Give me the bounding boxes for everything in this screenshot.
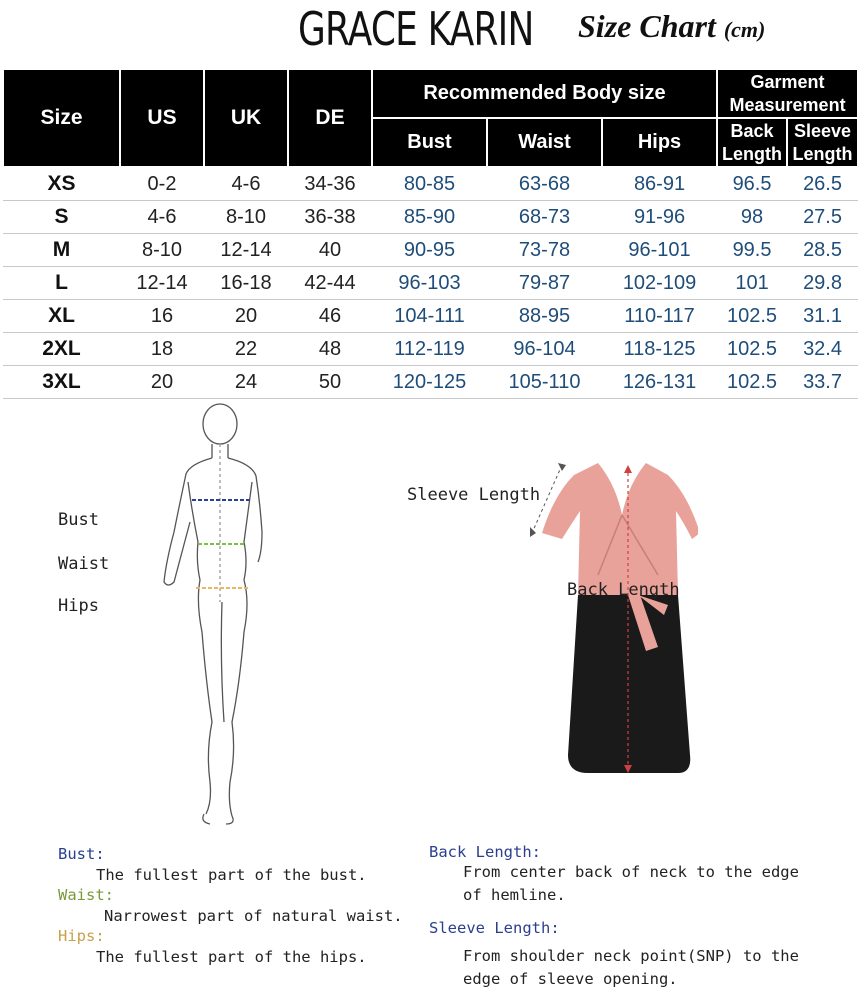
garment-line2: Measurement xyxy=(729,94,846,115)
cell-hips: 110-117 xyxy=(602,300,717,333)
cell-hips: 118-125 xyxy=(602,333,717,366)
cell-waist: 73-78 xyxy=(487,234,602,267)
cell-back: 101 xyxy=(717,267,787,300)
cell-waist: 96-104 xyxy=(487,333,602,366)
def-sleeve-term: Sleeve Length: xyxy=(429,919,560,937)
cell-hips: 126-131 xyxy=(602,366,717,399)
cell-bust: 80-85 xyxy=(372,167,487,201)
cell-sleeve: 26.5 xyxy=(787,167,858,201)
cell-back: 98 xyxy=(717,201,787,234)
cell-de: 40 xyxy=(288,234,372,267)
cell-size: M xyxy=(3,234,120,267)
label-hips: Hips xyxy=(58,596,99,616)
def-back-desc-2: of hemline. xyxy=(463,886,566,904)
table-row xyxy=(3,201,858,234)
header-hips: Hips xyxy=(602,118,717,167)
cell-sleeve: 27.5 xyxy=(787,201,858,234)
cell-bust: 120-125 xyxy=(372,366,487,399)
cell-us: 8-10 xyxy=(120,234,204,267)
cell-size: S xyxy=(3,201,120,234)
back-line2: Length xyxy=(722,143,783,164)
title-text: Size Chart xyxy=(578,8,716,44)
cell-waist: 68-73 xyxy=(487,201,602,234)
cell-size: 3XL xyxy=(3,366,120,399)
cell-us: 18 xyxy=(120,333,204,366)
header-us: US xyxy=(120,69,204,167)
table-row xyxy=(3,167,858,201)
cell-sleeve: 32.4 xyxy=(787,333,858,366)
header xyxy=(0,0,859,68)
cell-bust: 90-95 xyxy=(372,234,487,267)
cell-us: 16 xyxy=(120,300,204,333)
cell-back: 99.5 xyxy=(717,234,787,267)
table-row xyxy=(3,300,858,333)
size-table xyxy=(2,68,859,399)
cell-de: 42-44 xyxy=(288,267,372,300)
header-size: Size xyxy=(3,69,120,167)
cell-size: XS xyxy=(3,167,120,201)
header-waist: Waist xyxy=(487,118,602,167)
label-sleeve-length: Sleeve Length xyxy=(407,485,541,505)
table-row xyxy=(3,234,858,267)
def-back-desc-1: From center back of neck to the edge xyxy=(463,863,799,881)
cell-uk: 4-6 xyxy=(204,167,288,201)
cell-hips: 96-101 xyxy=(602,234,717,267)
def-sleeve-desc-1: From shoulder neck point(SNP) to the xyxy=(463,947,799,965)
cell-sleeve: 28.5 xyxy=(787,234,858,267)
title-unit: (cm) xyxy=(723,17,766,42)
cell-us: 0-2 xyxy=(120,167,204,201)
cell-waist: 88-95 xyxy=(487,300,602,333)
dress-illustration xyxy=(528,455,698,785)
def-hips-desc: The fullest part of the hips. xyxy=(96,948,367,966)
cell-de: 36-38 xyxy=(288,201,372,234)
table-row xyxy=(3,267,858,300)
def-sleeve-desc-2: edge of sleeve opening. xyxy=(463,970,678,988)
def-waist-term: Waist: xyxy=(58,886,114,904)
label-bust: Bust xyxy=(58,510,99,530)
header-uk: UK xyxy=(204,69,288,167)
cell-waist: 105-110 xyxy=(487,366,602,399)
body-figure-illustration xyxy=(140,402,310,832)
def-bust-term: Bust: xyxy=(58,845,105,863)
header-de: DE xyxy=(288,69,372,167)
cell-size: L xyxy=(3,267,120,300)
cell-de: 48 xyxy=(288,333,372,366)
header-sleeve-length xyxy=(787,118,858,167)
def-back-term: Back Length: xyxy=(429,843,541,861)
cell-sleeve: 33.7 xyxy=(787,366,858,399)
sleeve-line1: Sleeve xyxy=(794,120,852,141)
cell-de: 46 xyxy=(288,300,372,333)
header-garment xyxy=(717,69,858,118)
sleeve-line2: Length xyxy=(792,143,853,164)
cell-us: 20 xyxy=(120,366,204,399)
cell-sleeve: 31.1 xyxy=(787,300,858,333)
label-waist: Waist xyxy=(58,554,110,574)
cell-de: 50 xyxy=(288,366,372,399)
cell-waist: 79-87 xyxy=(487,267,602,300)
cell-back: 102.5 xyxy=(717,333,787,366)
cell-hips: 86-91 xyxy=(602,167,717,201)
cell-bust: 96-103 xyxy=(372,267,487,300)
cell-bust: 112-119 xyxy=(372,333,487,366)
cell-uk: 16-18 xyxy=(204,267,288,300)
chart-title xyxy=(578,8,765,45)
header-bust: Bust xyxy=(372,118,487,167)
label-back-length: Back Length xyxy=(567,580,680,600)
cell-uk: 12-14 xyxy=(204,234,288,267)
garment-line1: Garment xyxy=(750,71,825,92)
brand-logo: GRACE KARIN xyxy=(298,2,534,56)
table-row xyxy=(3,366,858,399)
header-recommended: Recommended Body size xyxy=(372,69,717,118)
def-hips-term: Hips: xyxy=(58,927,105,945)
cell-size: 2XL xyxy=(3,333,120,366)
def-bust-desc: The fullest part of the bust. xyxy=(96,866,367,884)
cell-back: 102.5 xyxy=(717,366,787,399)
table-row xyxy=(3,333,858,366)
cell-us: 12-14 xyxy=(120,267,204,300)
cell-uk: 8-10 xyxy=(204,201,288,234)
cell-bust: 85-90 xyxy=(372,201,487,234)
cell-uk: 24 xyxy=(204,366,288,399)
cell-hips: 102-109 xyxy=(602,267,717,300)
cell-hips: 91-96 xyxy=(602,201,717,234)
cell-sleeve: 29.8 xyxy=(787,267,858,300)
cell-us: 4-6 xyxy=(120,201,204,234)
cell-back: 96.5 xyxy=(717,167,787,201)
cell-bust: 104-111 xyxy=(372,300,487,333)
cell-uk: 20 xyxy=(204,300,288,333)
def-waist-desc: Narrowest part of natural waist. xyxy=(104,907,403,925)
cell-back: 102.5 xyxy=(717,300,787,333)
cell-uk: 22 xyxy=(204,333,288,366)
cell-de: 34-36 xyxy=(288,167,372,201)
cell-size: XL xyxy=(3,300,120,333)
header-back-length xyxy=(717,118,787,167)
cell-waist: 63-68 xyxy=(487,167,602,201)
back-line1: Back xyxy=(730,120,774,141)
